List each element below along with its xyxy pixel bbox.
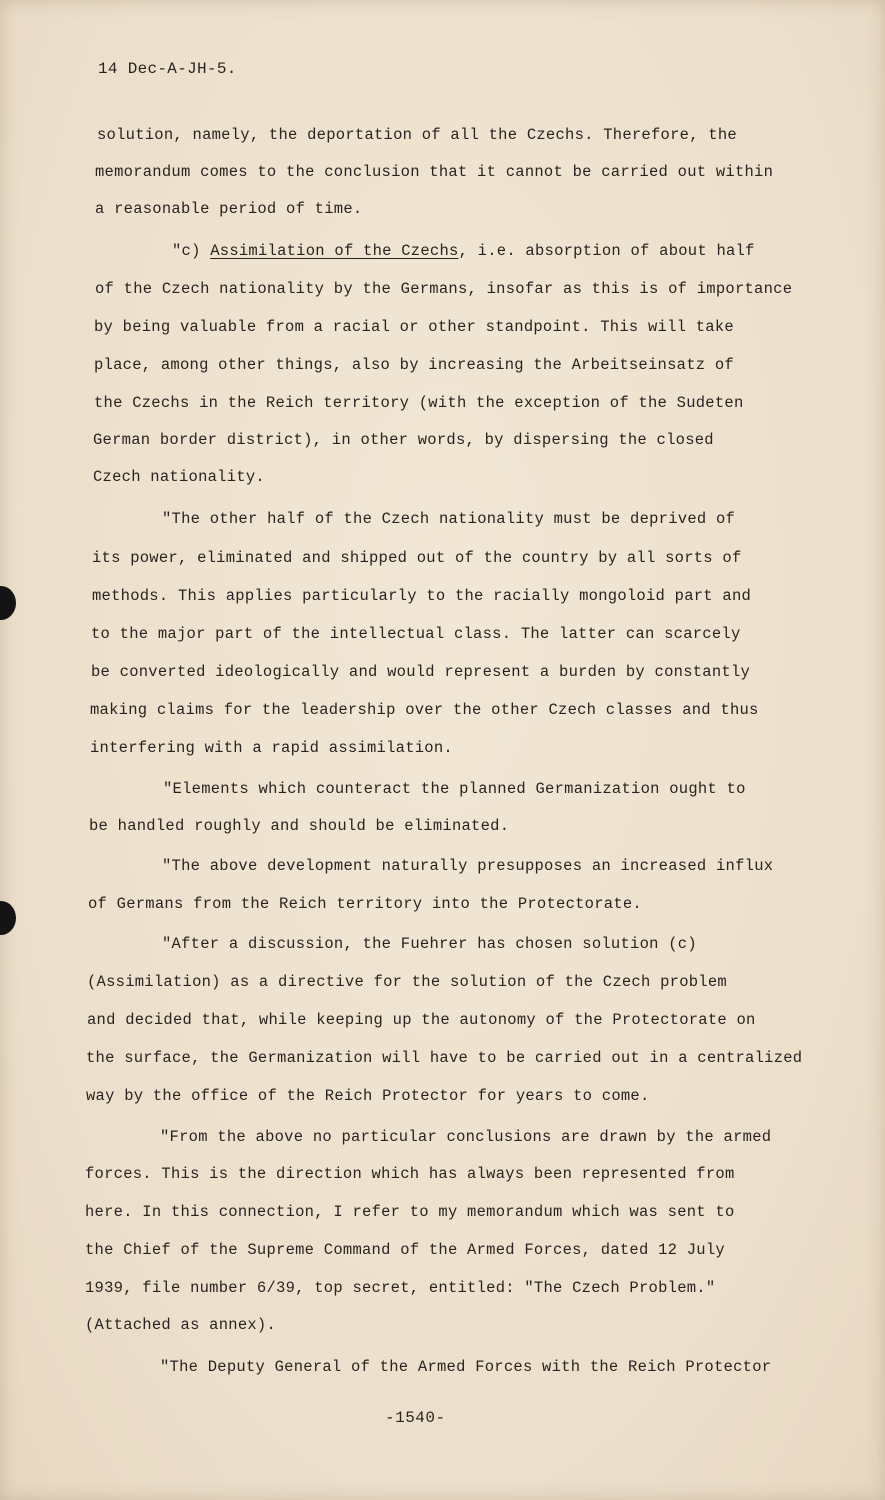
text-line: making claims for the leadership over the other Czech classes and thus <box>90 701 759 719</box>
text-line: be converted ideologically and would represent a burden by constantly <box>91 663 751 681</box>
text-line: methods. This applies particularly to the racially mongoloid part and <box>92 587 752 605</box>
text-line: "After a discussion, the Fuehrer has chosen solution (c) <box>162 935 697 953</box>
text-line: (Assimilation) as a directive for the solution of the Czech problem <box>87 973 727 991</box>
text-line: place, among other things, also by increasing the Arbeitseinsatz of <box>94 356 734 374</box>
text-line: interfering with a rapid assimilation. <box>90 739 453 757</box>
text-line: the Czechs in the Reich territory (with the exception of the Sudeten <box>94 394 744 412</box>
text-line: "The Deputy General of the Armed Forces with the Reich Protector <box>160 1358 772 1376</box>
document-header: 14 Dec-A-JH-5. <box>98 60 237 78</box>
text-line: by being valuable from a racial or other standpoint. This will take <box>94 318 734 336</box>
text-line: be handled roughly and should be eliminated. <box>89 817 510 835</box>
text-line: "The above development naturally presupposes an increased influx <box>162 857 774 875</box>
text-line: of Germans from the Reich territory into the Protectorate. <box>88 895 642 913</box>
text-line: and decided that, while keeping up the autonomy of the Protectorate on <box>87 1011 756 1029</box>
text-line: a reasonable period of time. <box>95 200 363 218</box>
text-line: the surface, the Germanization will have to be carried out in a centralized <box>86 1049 803 1067</box>
text-line: "Elements which counteract the planned Germanization ought to <box>163 780 746 798</box>
punch-hole <box>0 901 16 935</box>
text-line: "From the above no particular conclusions are drawn by the armed <box>160 1128 772 1146</box>
text-line: (Attached as annex). <box>85 1316 277 1334</box>
page-number: -1540- <box>385 1409 446 1427</box>
underlined-heading: Assimilation of the Czechs <box>210 242 459 260</box>
text-line: memorandum comes to the conclusion that it cannot be carried out within <box>95 163 774 181</box>
text-line: its power, eliminated and shipped out of the country by all sorts of <box>92 549 742 567</box>
text-line: to the major part of the intellectual class. The latter can scarcely <box>91 625 741 643</box>
text-line: Czech nationality. <box>93 468 265 486</box>
text-line: of the Czech nationality by the Germans, insofar as this is of importance <box>95 280 793 298</box>
text-line: "The other half of the Czech nationality must be deprived of <box>162 510 736 528</box>
text-tail: , i.e. absorption of about half <box>458 242 755 260</box>
text-line: here. In this connection, I refer to my memorandum which was sent to <box>85 1203 735 1221</box>
punch-hole <box>0 586 16 620</box>
text-line: solution, namely, the deportation of all the Czechs. Therefore, the <box>97 126 737 144</box>
text-line: way by the office of the Reich Protector for years to come. <box>86 1087 650 1105</box>
text-lead: "c) <box>172 242 211 260</box>
text-line: 1939, file number 6/39, top secret, entitled: "The Czech Problem." <box>85 1279 716 1297</box>
text-line: forces. This is the direction which has always been represented from <box>85 1165 735 1183</box>
text-line: the Chief of the Supreme Command of the Armed Forces, dated 12 July <box>85 1241 725 1259</box>
text-line: German border district), in other words, by dispersing the closed <box>93 431 714 449</box>
text-line-with-heading <box>172 241 755 261</box>
